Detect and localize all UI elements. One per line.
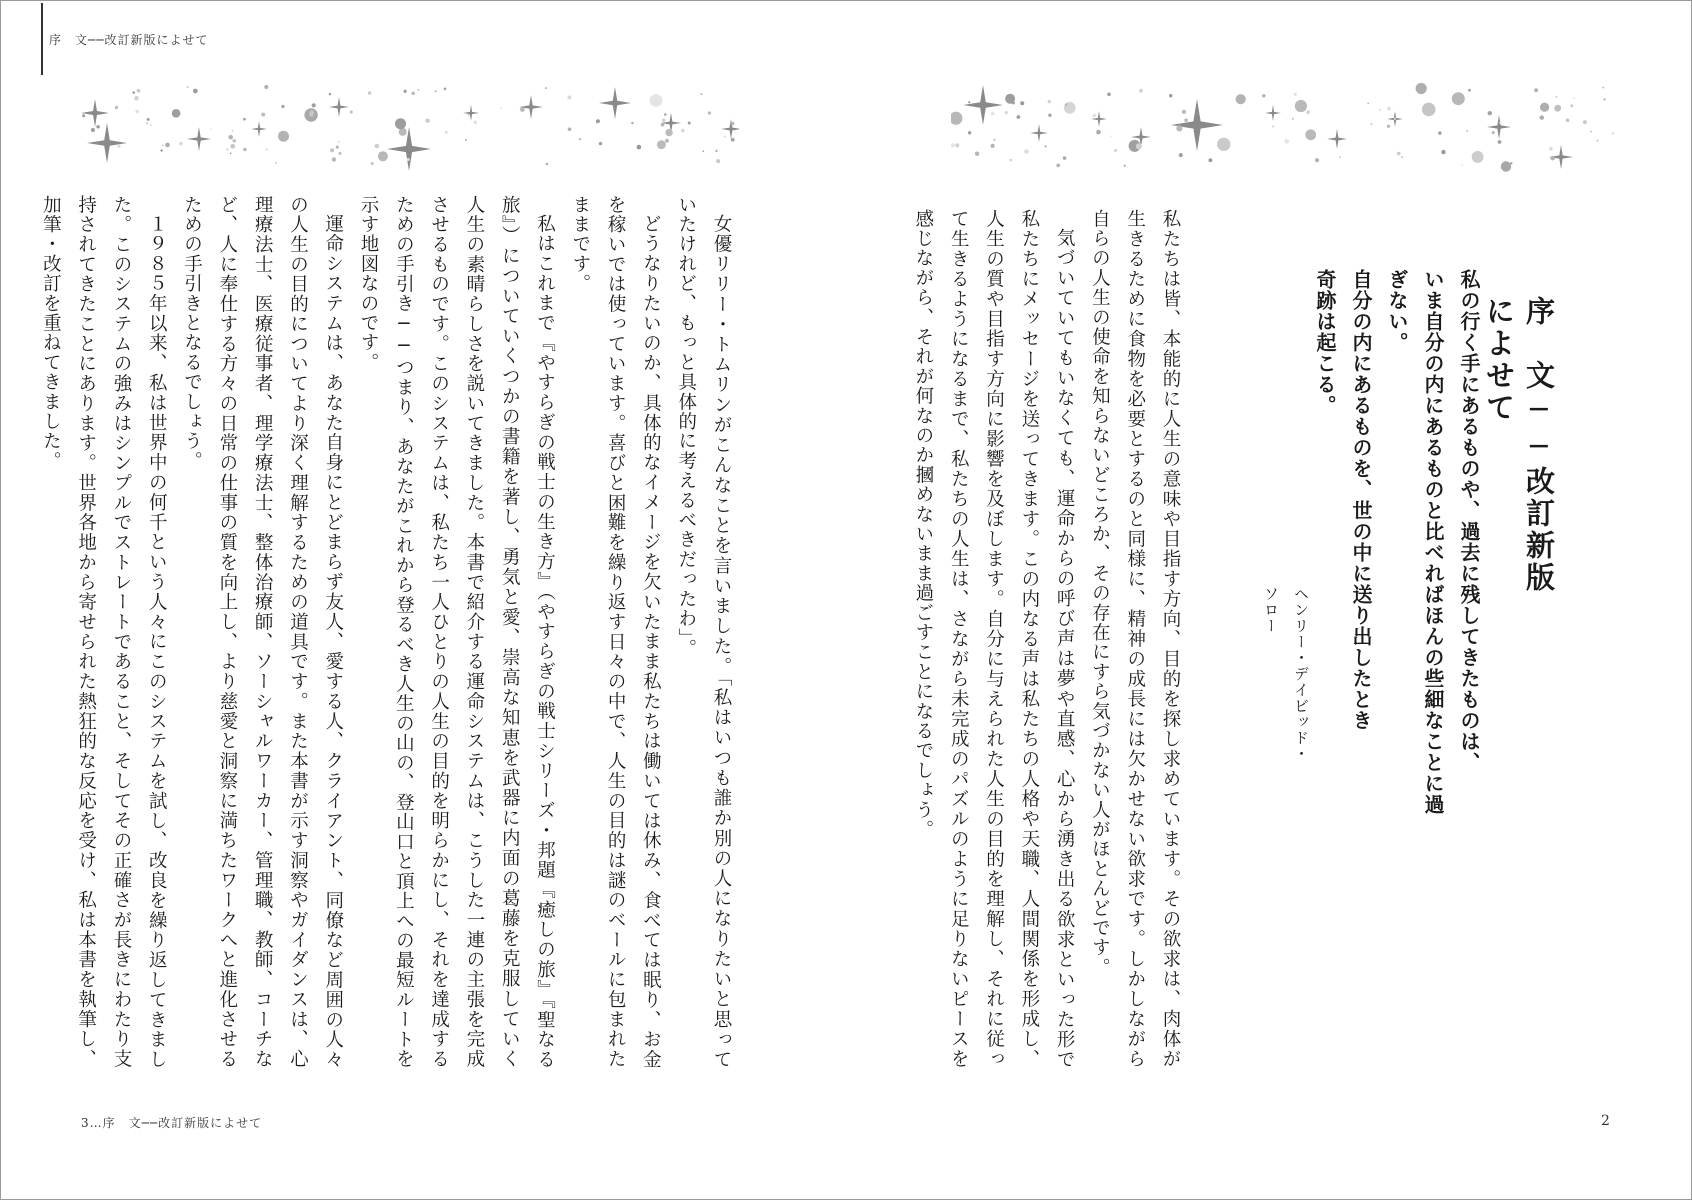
sparkle-dot-icon [968, 131, 971, 134]
sparkle-dot-icon [278, 131, 289, 142]
sparkle-dot-icon [162, 145, 164, 147]
sparkle-dot-icon [1603, 98, 1605, 100]
sparkle-star-icon [81, 99, 109, 127]
sparkle-star-icon [721, 119, 739, 139]
sparkle-dot-icon [637, 145, 642, 150]
sparkle-dot-icon [951, 143, 955, 147]
paragraph: 運命システムは、あなた自身にとどまらず友人、愛する人、クライアント、同僚など周囲の人々の人生の目的についてより深く理解するための道具です。また本書が示す洞察やガイダンスは、心理療法士、医療従事者、理学療法士、整体治療師、ソーシャルワーカー、管理職、教師、コーチなど、人に奉仕する方々の日常の仕事の質を向上し、より慈愛と洞察に満ちたワークへと進化させるための手引きとなるでしょう。 [181, 195, 344, 1069]
sparkle-dot-icon [665, 129, 672, 136]
sparkle-dot-icon [1461, 164, 1463, 166]
sparkle-dot-icon [1217, 138, 1230, 151]
sparkle-dot-icon [210, 128, 212, 130]
sparkle-dot-icon [165, 143, 170, 148]
sparkle-dot-icon [1184, 119, 1188, 123]
epigraph-line: 自分の内にあるものを、世の中に送り出したとき [1349, 269, 1373, 731]
sparkle-dot-icon [1387, 125, 1390, 128]
sparkle-dot-icon [228, 135, 233, 140]
sparkle-dot-icon [135, 110, 139, 114]
sparkle-dot-icon [1549, 147, 1553, 151]
sparkle-dot-icon [243, 118, 246, 121]
sparkle-star-icon [387, 127, 431, 171]
sparkle-dot-icon [187, 86, 189, 88]
sparkle-dot-icon [665, 139, 669, 143]
sparkle-dot-icon [716, 159, 720, 163]
sparkle-dot-icon [417, 89, 419, 91]
sparkle-star-icon [1327, 129, 1347, 149]
sparkle-dot-icon [1065, 103, 1067, 105]
sparkle-dot-icon [1048, 114, 1051, 117]
sparkle-dot-icon [991, 144, 995, 148]
sparkle-dot-icon [1236, 94, 1246, 104]
sparkle-dot-icon [226, 148, 228, 150]
sparkle-dot-icon [147, 118, 150, 121]
sparkle-dot-icon [975, 152, 979, 156]
sparkle-dot-icon [404, 90, 407, 93]
sparkle-dot-icon [1590, 131, 1592, 133]
sparkle-dot-icon [1339, 156, 1341, 158]
sparkle-dot-icon [661, 123, 665, 127]
chapter-title: 序 文──改訂新版によせて [1482, 296, 1556, 594]
paragraph: どうなりたいのか、具体的なイメージを欠いたまま私たちは働いては休み、食べては眠り、お金を稼いでは使っています。喜びと困難を繰り返す日々の中で、人生の目的は謎のベールに包まれたままです。 [569, 195, 662, 1069]
sparkle-dot-icon [193, 89, 198, 94]
sparkle-star-icon [1171, 99, 1223, 151]
sparkle-dot-icon [500, 108, 502, 110]
sparkle-dot-icon [350, 111, 353, 114]
sparkle-dot-icon [1110, 135, 1112, 137]
sparkle-dot-icon [266, 149, 268, 151]
sparkle-dot-icon [1554, 105, 1561, 112]
sparkle-dot-icon [631, 122, 633, 124]
sparkle-dot-icon [1566, 119, 1570, 123]
sparkle-dot-icon [546, 163, 549, 166]
sparkle-star-icon [1265, 105, 1281, 121]
sparkle-dot-icon [599, 142, 602, 145]
sparkle-dot-icon [1602, 87, 1604, 89]
sparkle-dot-icon [275, 162, 277, 164]
sparkle-dot-icon [1466, 130, 1468, 132]
sparkle-dot-icon [91, 128, 95, 132]
sparkle-dot-icon [708, 111, 711, 114]
sparkle-dot-icon [146, 122, 148, 124]
sparkle-dot-icon [1294, 93, 1297, 96]
paragraph: 気づいていてもいなくても、運命からの呼び声は夢や直感、心から湧き出る欲求といった形で私たちにメッセージを送ってきます。この内なる声は私たちの人格や天職、人間関係を形成し、人生の質や目指す方向に影響を及ぼします。自分に与えられた人生の目的を理解し、それに従って生きるようになるまで、私たちの人生は、さながら未完成のパズルのように足りないピースを感じながら、それが何なのか摑めないまま過ごすことになるでしょう。 [912, 209, 1076, 1069]
sparkle-dot-icon [1534, 88, 1538, 92]
running-head: 序 文──改訂新版によせて [49, 33, 209, 47]
sparkle-dot-icon [1139, 89, 1143, 93]
paragraph: 私たちは皆、本能的に人生の意味や目指す方向、目的を探し求めています。その欲求は、肉体が生きるために食物を必要とするのと同様に、精神の成長には欠かせない欲求です。しかしながら自らの人生の使命を知らないどころか、その存在にすら気づかない人がほとんどです。 [1089, 209, 1181, 1069]
sparkle-dot-icon [1284, 139, 1289, 144]
sparkle-dot-icon [230, 144, 235, 149]
sparkle-star-icon [251, 121, 267, 137]
sparkle-dot-icon [412, 92, 415, 95]
sparkle-dot-icon [1370, 123, 1372, 125]
epigraph [1313, 269, 1487, 829]
sparkle-dot-icon [520, 107, 525, 112]
sparkle-dot-icon [1596, 140, 1598, 142]
sparkle-dot-icon [1612, 132, 1615, 135]
sparkle-dot-icon [309, 113, 313, 117]
sparkle-dot-icon [579, 138, 581, 140]
sparkle-dot-icon [1009, 159, 1012, 162]
sparkle-dot-icon [1573, 97, 1575, 99]
sparkle-dot-icon [444, 88, 447, 91]
paragraph: 女優リリー・トムリンがこんなことを言いました。「私はいつも誰か別の人になりたいと思っていたけれど、もっと具体的に考えるべきだったわ」。 [675, 195, 732, 1069]
sparkle-star-icon [1091, 111, 1107, 127]
sparkle-dot-icon [339, 152, 342, 155]
sparkle-dot-icon [243, 148, 247, 152]
sparkle-dot-icon [338, 141, 340, 143]
sparkle-dot-icon [1422, 103, 1436, 117]
sparkle-dot-icon [662, 118, 666, 122]
sparkle-dot-icon [1017, 115, 1021, 119]
sparkle-dot-icon [991, 112, 995, 116]
sparkle-dot-icon [1063, 156, 1067, 160]
sparkle-dot-icon [1262, 94, 1265, 97]
sparkle-dot-icon [1169, 94, 1172, 97]
sparkle-dot-icon [1540, 115, 1544, 119]
sparkle-star-icon [463, 105, 479, 121]
sparkle-dot-icon [688, 122, 691, 125]
sparkle-dot-icon [1540, 103, 1549, 112]
sparkle-dot-icon [1468, 89, 1471, 92]
sparkle-dot-icon [179, 142, 183, 146]
sparkle-dot-icon [329, 93, 331, 95]
sparkle-dot-icon [117, 145, 120, 148]
sparkle-dot-icon [545, 87, 547, 89]
sparkle-dot-icon [657, 140, 666, 149]
sparkle-dot-icon [330, 148, 334, 152]
sparkle-dot-icon [1452, 92, 1465, 105]
paragraph: 私はこれまで『やすらぎの戦士の生き方』（やすらぎの戦士シリーズ・邦題『癒しの旅』『聖なる旅』）についていくつかの書籍を著し、勇気と愛、崇高な知恵を武器に内面の葛藤を克服していく人生の素晴らしさを説いてきました。本書で紹介する運命システムは、こうした一連の主張を完成させるものです。このシステムは、私たち一人ひとりの人生の目的を明らかにし、それを達成するための手引き──つまり、あなたがこれから登るべき人生の山の、登山口と頂上への最短ルートを示す地図なのです。 [358, 195, 556, 1069]
sparkle-dot-icon [1367, 103, 1369, 105]
sparkle-dot-icon [233, 139, 236, 142]
sparkle-dot-icon [134, 96, 139, 101]
sparkle-dot-icon [1397, 152, 1401, 156]
sparkle-dot-icon [715, 150, 717, 152]
sparkle-dot-icon [375, 144, 380, 149]
sparkle-dot-icon [1499, 122, 1501, 124]
sparkle-dot-icon [1092, 114, 1096, 118]
sparkle-dot-icon [955, 143, 959, 147]
epigraph-line: 奇跡は起こる。 [1313, 269, 1337, 416]
sparkle-dot-icon [701, 93, 703, 95]
sparkle-dot-icon [1501, 161, 1511, 171]
sparkle-dot-icon [1416, 83, 1427, 94]
sparkle-dot-icon [1394, 117, 1397, 120]
sparkle-dot-icon [132, 91, 135, 94]
sparkle-dot-icon [993, 139, 995, 141]
sparkle-dot-icon [1012, 102, 1015, 105]
sparkle-dot-icon [261, 113, 265, 117]
sparkle-dot-icon [1176, 125, 1182, 131]
sparkle-dot-icon [1441, 150, 1445, 154]
sparkle-dot-icon [264, 85, 268, 89]
epigraph-author: ヘンリー・デイビッド・ソロー [1262, 586, 1310, 762]
sparkle-star-icon [1487, 115, 1511, 139]
sparkle-dot-icon [1096, 130, 1101, 135]
sparkle-star-icon [187, 127, 211, 151]
left-page-body [40, 195, 739, 1069]
sparkle-dot-icon [1124, 165, 1126, 167]
sparkle-dot-icon [1492, 131, 1495, 134]
sparkle-dot-icon [1379, 109, 1381, 111]
sparkle-dot-icon [425, 119, 429, 123]
sparkle-dot-icon [1295, 100, 1307, 112]
sparkle-decoration-left [79, 79, 739, 189]
sparkle-dot-icon [702, 150, 704, 152]
sparkle-dot-icon [96, 125, 99, 128]
epigraph-line: 私の行く手にあるものや、過去に残してきたものは、 [1457, 269, 1481, 773]
sparkle-dot-icon [1056, 164, 1060, 168]
sparkle-dot-icon [150, 124, 152, 126]
sparkle-dot-icon [1305, 129, 1316, 140]
sparkle-dot-icon [1020, 101, 1024, 105]
footer-folio-left: 3…序 文──改訂新版によせて [81, 1116, 263, 1130]
sparkle-dot-icon [1182, 110, 1186, 114]
sparkle-dot-icon [1472, 151, 1484, 163]
sparkle-dot-icon [468, 114, 470, 116]
sparkle-dot-icon [1045, 145, 1047, 147]
sparkle-dot-icon [1107, 93, 1111, 97]
sparkle-dot-icon [1024, 149, 1029, 154]
sparkle-dot-icon [368, 91, 371, 94]
epigraph-line: いま自分の内にあるものと比べればほんの些細なことに過ぎない。 [1385, 269, 1445, 815]
sparkle-dot-icon [230, 153, 232, 155]
sparkle-dot-icon [1401, 156, 1403, 158]
sparkle-dot-icon [731, 138, 735, 142]
sparkle-star-icon [599, 87, 631, 119]
sparkle-dot-icon [1551, 156, 1555, 160]
sparkle-dot-icon [1498, 140, 1502, 144]
sparkle-star-icon [963, 85, 1003, 125]
sparkle-dot-icon [82, 114, 85, 117]
sparkle-dot-icon [968, 101, 970, 103]
sparkle-dot-icon [596, 119, 600, 123]
sparkle-dot-icon [567, 96, 571, 100]
sparkle-dot-icon [568, 127, 572, 131]
sparkle-star-icon [1030, 124, 1048, 142]
sparkle-dot-icon [1555, 96, 1557, 98]
sparkle-dot-icon [1005, 111, 1008, 114]
sparkle-dot-icon [332, 157, 336, 161]
sparkle-dot-icon [1306, 110, 1310, 114]
sparkle-dot-icon [1315, 158, 1319, 162]
sparkle-dot-icon [1292, 118, 1294, 120]
sparkle-dot-icon [395, 118, 406, 129]
sparkle-dot-icon [1387, 107, 1391, 111]
sparkle-dot-icon [1209, 158, 1213, 162]
sparkle-star-icon [519, 95, 543, 119]
sparkle-dot-icon [951, 112, 963, 125]
sparkle-dot-icon [336, 146, 339, 149]
right-page-body [912, 209, 1188, 1069]
sparkle-dot-icon [232, 130, 234, 132]
sparkle-dot-icon [1114, 149, 1117, 152]
sparkle-dot-icon [371, 162, 374, 165]
page-number: 2 [1601, 1113, 1610, 1129]
sparkle-dot-icon [281, 105, 284, 108]
sparkle-dot-icon [1488, 111, 1492, 115]
header-rule [41, 3, 43, 75]
sparkle-dot-icon [445, 131, 448, 134]
sparkle-dot-icon [1438, 131, 1441, 134]
sparkle-dot-icon [160, 149, 162, 151]
sparkle-dot-icon [664, 113, 666, 115]
sparkle-decoration-right [951, 79, 1621, 189]
sparkle-dot-icon [137, 89, 141, 93]
sparkle-dot-icon [474, 121, 477, 124]
sparkle-star-icon [329, 97, 349, 117]
sparkle-dot-icon [378, 151, 388, 161]
sparkle-dot-icon [172, 109, 181, 118]
sparkle-dot-icon [1272, 126, 1274, 128]
sparkle-dot-icon [407, 158, 410, 161]
sparkle-dot-icon [1136, 143, 1142, 149]
sparkle-dot-icon [1048, 100, 1051, 103]
sparkle-dot-icon [1583, 120, 1587, 124]
sparkle-dot-icon [465, 139, 467, 141]
sparkle-dot-icon [650, 94, 663, 107]
sparkle-dot-icon [1570, 104, 1573, 107]
sparkle-dot-icon [312, 103, 316, 107]
sparkle-dot-icon [731, 122, 734, 125]
sparkle-dot-icon [115, 106, 118, 109]
sparkle-dot-icon [1179, 153, 1183, 157]
sparkle-dot-icon [724, 136, 726, 138]
sparkle-dot-icon [681, 129, 685, 133]
sparkle-dot-icon [435, 90, 437, 92]
paragraph: １９８５年以来、私は世界中の何千という人々にこのシステムを試し、改良を繰り返してきました。このシステムの強みはシンプルでストレートであること、そしてその正確さが長きにわたり支持されてきたことにあります。世界各地から寄せられた熱狂的な反応を受け、私は本書を執筆し、加筆・改訂を重ねてきました。 [40, 195, 168, 1069]
